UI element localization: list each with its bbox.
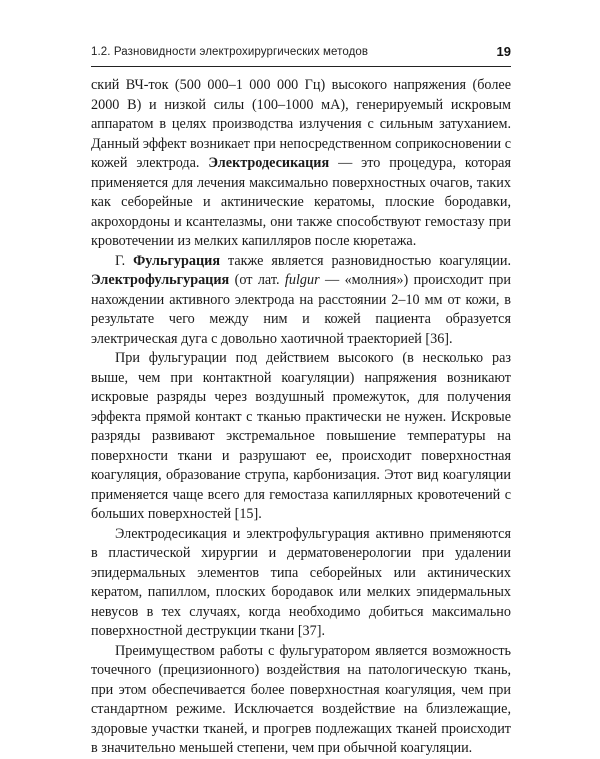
paragraph-sparks — [91, 349, 511, 525]
body-text — [91, 76, 511, 759]
paragraph-applications — [91, 525, 511, 642]
text-run: Г. — [115, 252, 134, 269]
term-electrofulguration: Электрофульгурация — [91, 272, 230, 288]
paragraph-fulguration — [91, 252, 511, 350]
text-run: Преимуществом работы с фульгуратором является возможность точечного (прецизионного) воздействия на патологическую ткань, при этом обеспечивается более поверхностная коагуляция, чем при стандартном режиме. Исключается воздействие на близлежащие, здоровые участки тканей, и прогрев подлежащих тканей происходит в значительно меньшей степени, чем при обычной коагуляции. — [91, 642, 511, 756]
running-header — [91, 44, 511, 67]
text-run: также является разновидностью коагуляции. — [220, 252, 511, 269]
text-run: Электродесикация и электрофульгурация активно применяются в пластической хирургии и дерматовенерологии при удалении эпидермальных элементов типа себорейных или актинических кератом, папиллом, плоских бородавок или мелких эпидермальных невусов в тех случаях, когда необходимо добиться максимально поверхностной деструкции ткани [37]. — [91, 525, 511, 639]
text-run: (от лат. — [229, 272, 285, 288]
text-run: При фульгурации под действием высокого (в несколько раз выше, чем при контактной коагуляции) напряжения возникают искровые разряды через воздушный промежуток, для получения эффекта прямой контакт с тканью практически не нужен. Искровые разряды развивают экстремальное повышение температуры на поверхности ткани и разрушают ее, происходит поверхностная коагуляция, образование струпа, карбонизация. Этот вид коагуляции применяется чаще всего для гемостаза капиллярных кровотечений с больших поверхностей [15]. — [91, 350, 511, 522]
page-number: 19 — [496, 44, 511, 59]
paragraph-continuation — [91, 76, 511, 252]
section-title: 1.2. Разновидности электрохирургических методов — [91, 46, 369, 58]
term-electrodesiccation: Электродесикация — [208, 155, 330, 171]
text-run: — это процедура, которая применяется для лечения максимально поверхностных очагов, таких как себорейные и актинические кератомы, плоские бородавки, акрохордоны и ксантелазмы, они также способствуют гемостазу при кровотечении из мелких капилляров после кюретажа. — [91, 155, 512, 249]
text-run: ский ВЧ-ток (500 000–1 000 000 Гц) высокого напряжения (более 2000 В) и низкой силы (100–1000 мА), генерируемый искровым аппаратом в целях производства излучения с сильным затуханием. Данный эффект возникает при непосредственном соприкосновении с кожей электрода. — [91, 77, 511, 171]
text-run: — «молния») происходит при нахождении активного электрода на расстоянии 2–10 мм от кожи, в результате чего между ним и кожей пациента образуется электрическая дуга с довольно хаотичной траекторией [36]. — [91, 272, 511, 347]
latin-term: fulgur — [284, 272, 320, 288]
paragraph-advantages — [91, 642, 511, 759]
term-fulguration: Фульгурация — [133, 252, 221, 269]
